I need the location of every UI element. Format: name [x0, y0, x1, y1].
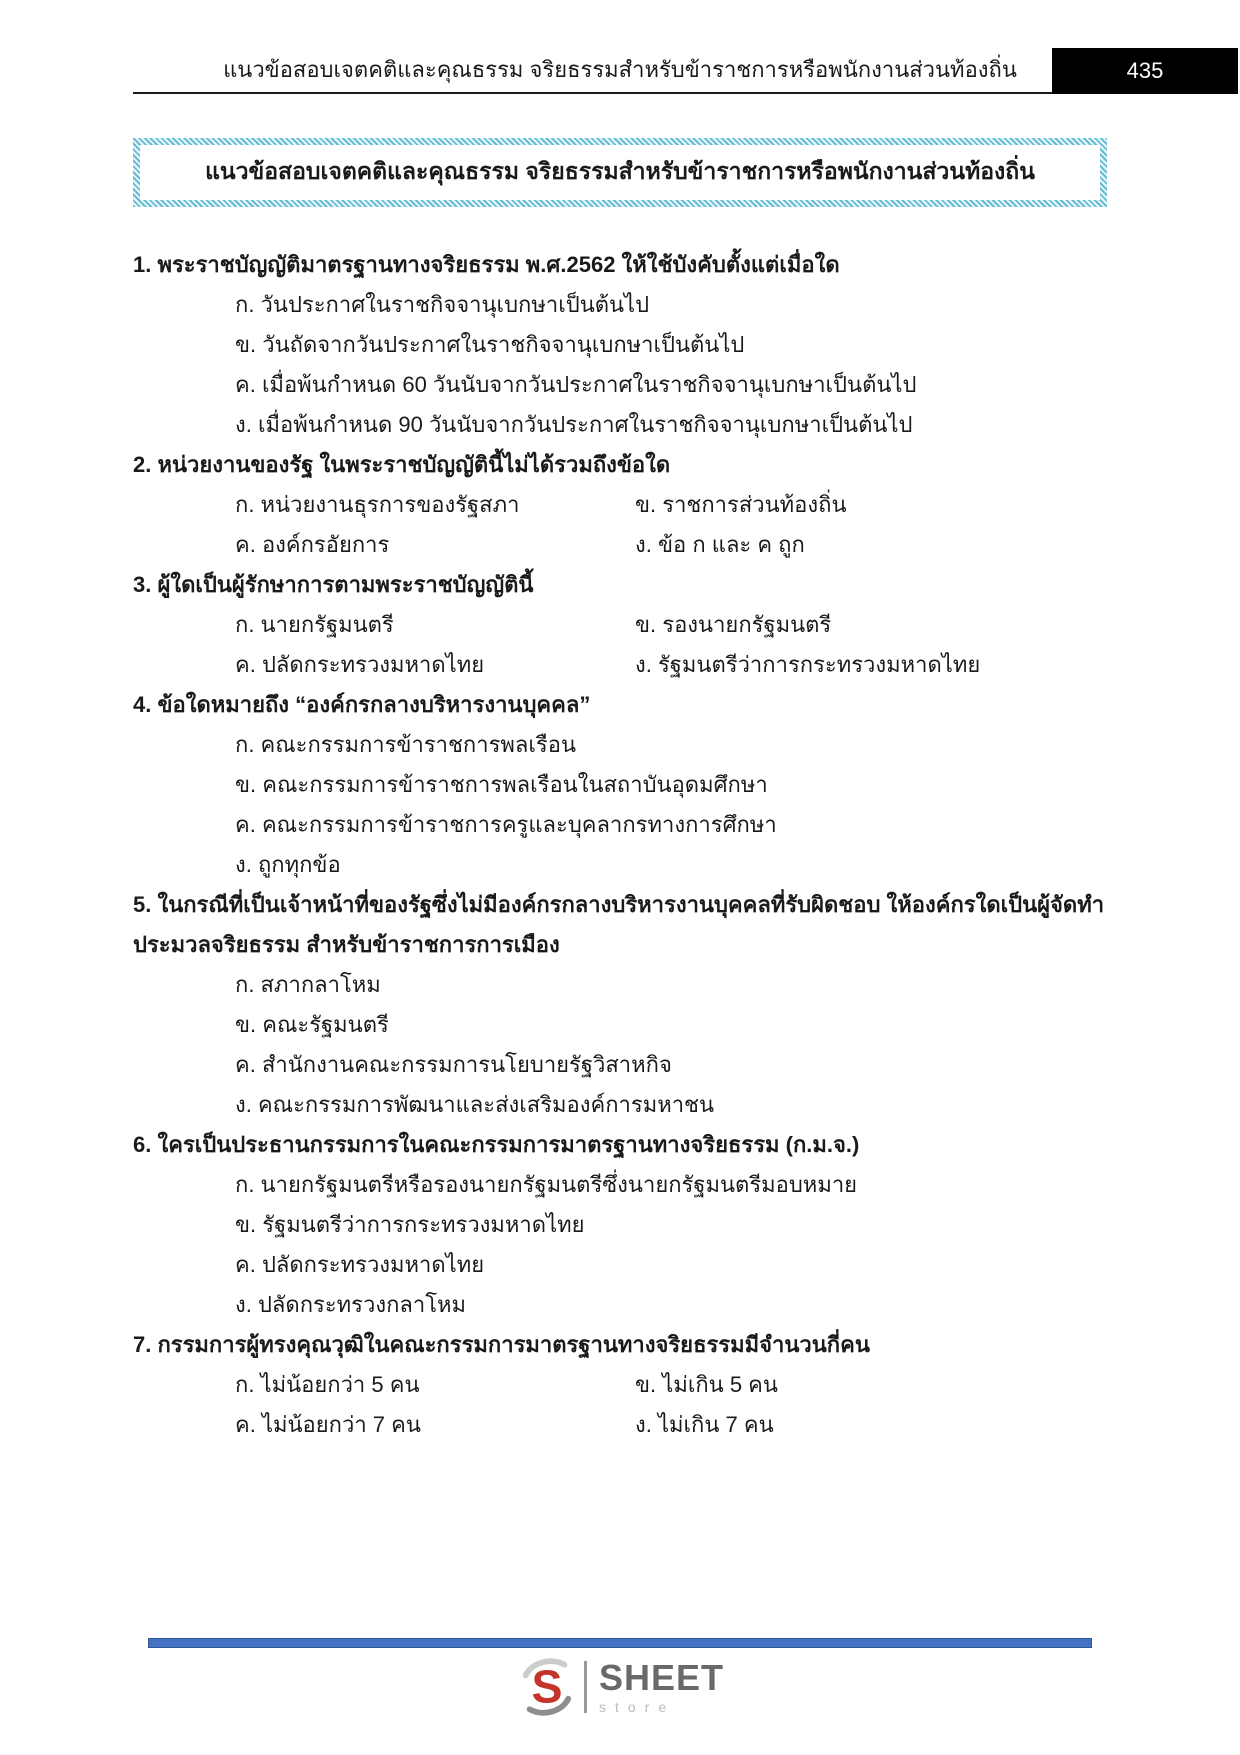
- question-5: [133, 885, 1107, 1125]
- option: ค. ปลัดกระทรวงมหาดไทย: [235, 652, 485, 677]
- option: ก. หน่วยงานธุรการของรัฐสภา: [235, 492, 520, 517]
- question-2: [133, 445, 1107, 565]
- question-7: [133, 1325, 1107, 1445]
- option: ข. ราชการส่วนท้องถิ่น: [635, 492, 847, 517]
- question-text: 6. ใครเป็นประธานกรรมการในคณะกรรมการมาตรฐานทางจริยธรรม (ก.ม.จ.): [133, 1132, 860, 1157]
- question-text: 2. หน่วยงานของรัฐ ในพระราชบัญญัตินี้ไม่ได้รวมถึงข้อใด: [133, 452, 671, 477]
- question-text: 7. กรรมการผู้ทรงคุณวุฒิในคณะกรรมการมาตรฐานทางจริยธรรมมีจำนวนกี่คน: [133, 1332, 870, 1357]
- option: ข. ไม่เกิน 5 คน: [635, 1372, 778, 1397]
- option: ค. คณะกรรมการข้าราชการครูและบุคลากรทางการศึกษา: [235, 812, 777, 837]
- page-number-box: [1052, 48, 1238, 94]
- question-6: [133, 1125, 1107, 1325]
- question-text: 5. ในกรณีที่เป็นเจ้าหน้าที่ของรัฐซึ่งไม่มีองค์กรกลางบริหารงานบุคคลที่รับผิดชอบ ให้องค์กรใดเป็นผู้จัดทำ ประมวลจริยธรรม สำหรับข้าราชการการเมือง: [133, 892, 1105, 957]
- option: ข. คณะรัฐมนตรี: [235, 1012, 389, 1037]
- title-box: [133, 138, 1107, 207]
- page-number: 435: [1126, 58, 1164, 83]
- logo-wordmark: [598, 1656, 725, 1715]
- option: ข. วันถัดจากวันประกาศในราชกิจจานุเบกษาเป็นต้นไป: [235, 332, 745, 357]
- option: ค. ไม่น้อยกว่า 7 คน: [235, 1412, 421, 1437]
- option: ค. องค์กรอัยการ: [235, 532, 390, 557]
- option: ง. ปลัดกระทรวงกลาโหม: [235, 1292, 467, 1317]
- running-header: [133, 0, 1107, 94]
- running-header-text: แนวข้อสอบเจตคติและคุณธรรม จริยธรรมสำหรับข้าราชการหรือพนักงานส่วนท้องถิ่น: [223, 57, 1017, 82]
- options-list: [133, 1365, 1107, 1445]
- option: ก. นายกรัฐมนตรีหรือรองนายกรัฐมนตรีซึ่งนายกรัฐมนตรีมอบหมาย: [235, 1172, 858, 1197]
- option: ข. คณะกรรมการข้าราชการพลเรือนในสถาบันอุดมศึกษา: [235, 772, 768, 797]
- logo-text: SHEET: [598, 1656, 725, 1698]
- footer-divider-bar: [148, 1638, 1092, 1648]
- question-1: [133, 245, 1107, 445]
- option: ง. ถูกทุกข้อ: [235, 852, 341, 877]
- options-list: [133, 965, 1107, 1125]
- option: ก. คณะกรรมการข้าราชการพลเรือน: [235, 732, 576, 757]
- question-text: 4. ข้อใดหมายถึง “องค์กรกลางบริหารงานบุคคล”: [133, 692, 591, 717]
- questions-list: [133, 245, 1107, 1445]
- document-title: แนวข้อสอบเจตคติและคุณธรรม จริยธรรมสำหรับข้าราชการหรือพนักงานส่วนท้องถิ่น: [140, 145, 1100, 200]
- option: ก. วันประกาศในราชกิจจานุเบกษาเป็นต้นไป: [235, 292, 650, 317]
- logo-divider: [584, 1661, 587, 1713]
- option: ข. รัฐมนตรีว่าการกระทรวงมหาดไทย: [235, 1212, 585, 1237]
- question-4: [133, 685, 1107, 885]
- options-list: [133, 725, 1107, 885]
- options-list: [133, 605, 1107, 685]
- option: ง. คณะกรรมการพัฒนาและส่งเสริมองค์การมหาชน: [235, 1092, 715, 1117]
- options-list: [133, 285, 1107, 445]
- sheet-store-logo-icon: [516, 1656, 578, 1718]
- footer-logo: [0, 1656, 1240, 1718]
- option: ก. นายกรัฐมนตรี: [235, 612, 394, 637]
- option: ค. ปลัดกระทรวงมหาดไทย: [235, 1252, 485, 1277]
- option: ง. รัฐมนตรีว่าการกระทรวงมหาดไทย: [635, 652, 981, 677]
- question-3: [133, 565, 1107, 685]
- option: ค. เมื่อพ้นกำหนด 60 วันนับจากวันประกาศในราชกิจจานุเบกษาเป็นต้นไป: [235, 372, 917, 397]
- option: ง. ข้อ ก และ ค ถูก: [635, 532, 805, 557]
- option: ง. เมื่อพ้นกำหนด 90 วันนับจากวันประกาศในราชกิจจานุเบกษาเป็นต้นไป: [235, 412, 913, 437]
- logo-letter-s: S: [531, 1660, 563, 1713]
- options-list: [133, 485, 1107, 565]
- option: ข. รองนายกรัฐมนตรี: [635, 612, 832, 637]
- options-list: [133, 1165, 1107, 1325]
- option: ค. สำนักงานคณะกรรมการนโยบายรัฐวิสาหกิจ: [235, 1052, 672, 1077]
- option: ก. สภากลาโหม: [235, 972, 381, 997]
- question-text: 3. ผู้ใดเป็นผู้รักษาการตามพระราชบัญญัตินี้: [133, 572, 534, 597]
- option: ก. ไม่น้อยกว่า 5 คน: [235, 1372, 420, 1397]
- logo-subtext: store: [598, 1698, 676, 1715]
- question-text: 1. พระราชบัญญัติมาตรฐานทางจริยธรรม พ.ศ.2562 ให้ใช้บังคับตั้งแต่เมื่อใด: [133, 252, 840, 277]
- option: ง. ไม่เกิน 7 คน: [635, 1412, 774, 1437]
